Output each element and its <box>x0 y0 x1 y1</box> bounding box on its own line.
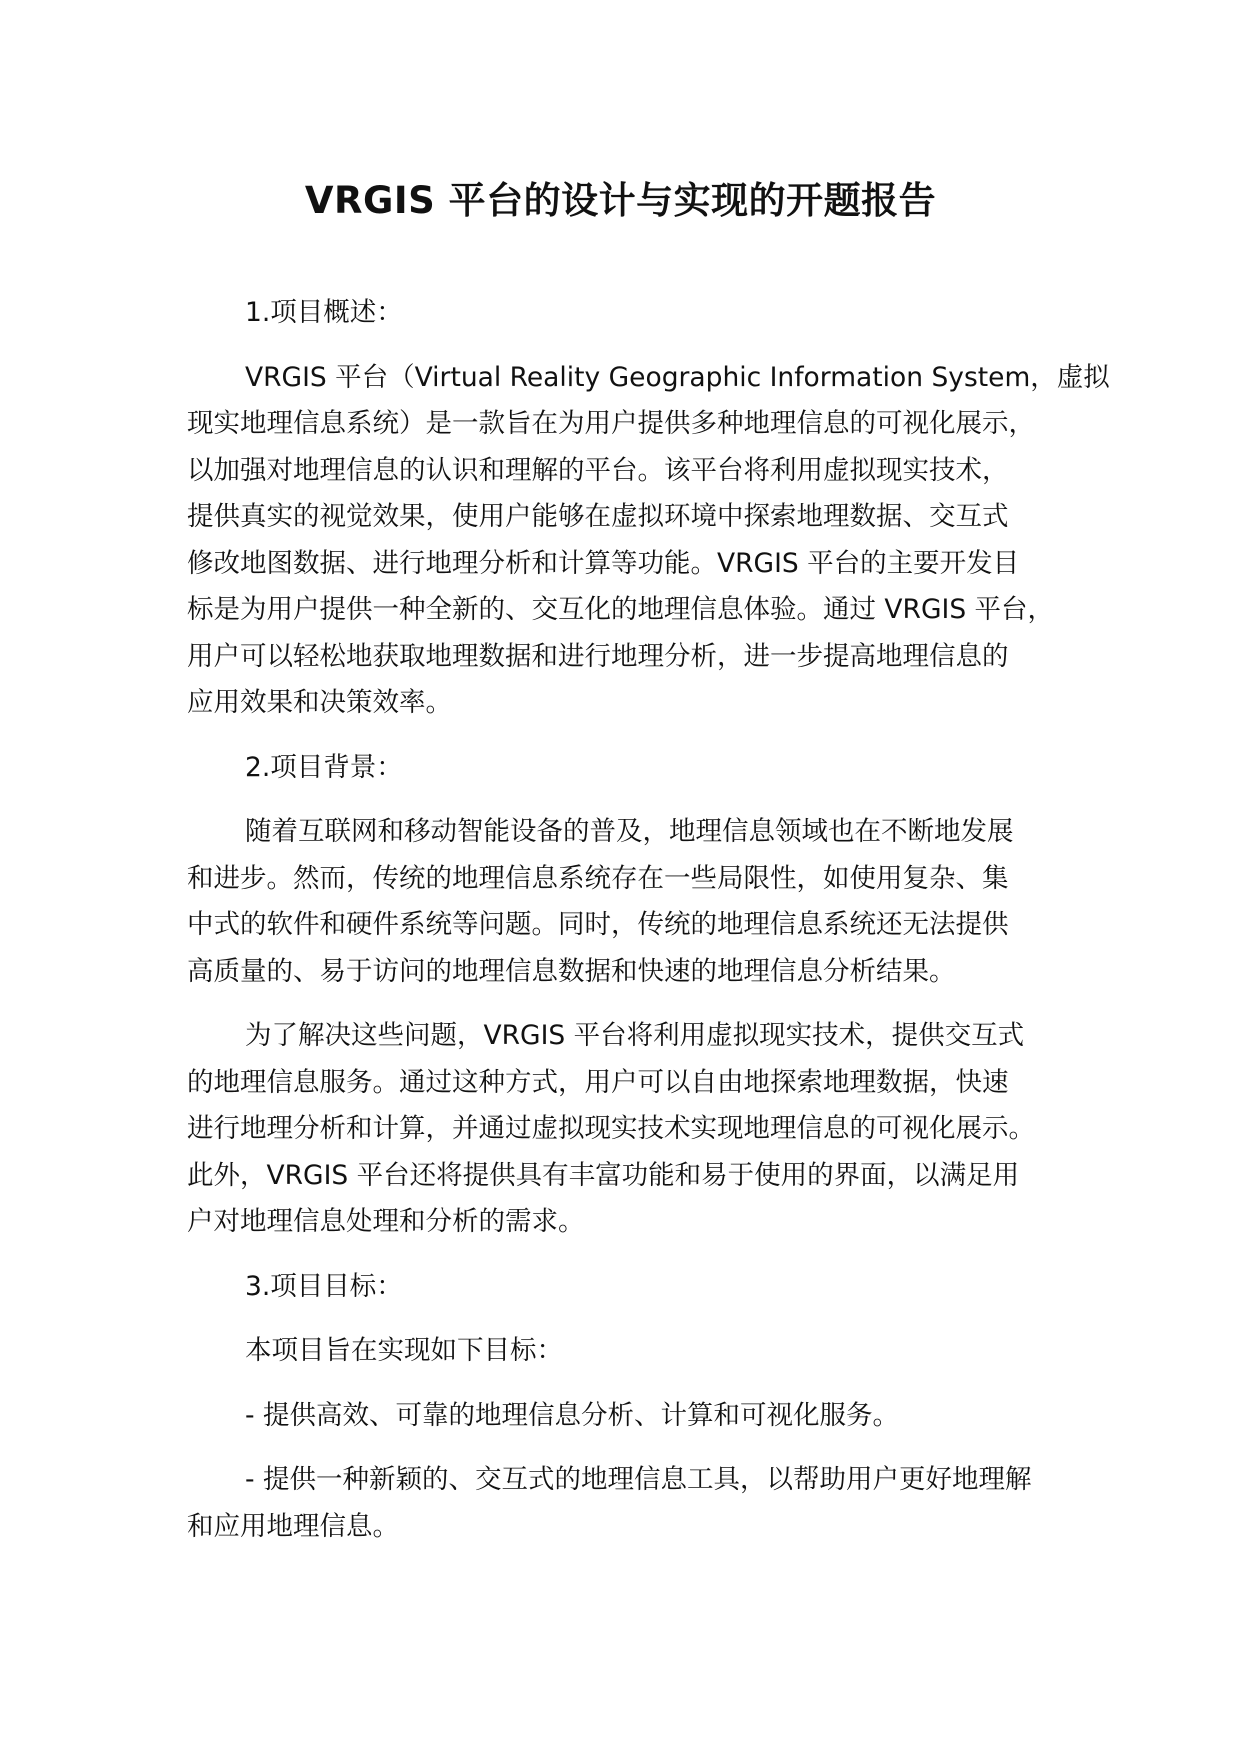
text-line: 进行地理分析和计算，并通过虚拟现实技术实现地理信息的可视化展示。 <box>187 1113 1035 1144</box>
text-line: 标是为用户提供一种全新的、交互化的地理信息体验。通过 VRGIS 平台， <box>187 594 1055 625</box>
goal-item-2 <box>187 1457 1077 1550</box>
text-line: 修改地图数据、进行地理分析和计算等功能。VRGIS 平台的主要开发目 <box>187 547 1020 579</box>
text-line: 此外，VRGIS 平台还将提供具有丰富功能和易于使用的界面，以满足用 <box>187 1159 1020 1191</box>
text-line: 提供真实的视觉效果，使用户能够在虚拟环境中探索地理数据、交互式 <box>187 501 1009 532</box>
text-line: - 提供高效、可靠的地理信息分析、计算和可视化服务。 <box>245 1399 899 1431</box>
paragraph-background-1 <box>187 809 1077 995</box>
text-line: 中式的软件和硬件系统等问题。同时，传统的地理信息系统还无法提供 <box>187 909 1009 940</box>
text-line: VRGIS 平台（Virtual Reality Geographic Information System，虚拟 <box>245 361 1110 393</box>
text-line: 为了解决这些问题，VRGIS 平台将利用虚拟现实技术，提供交互式 <box>245 1020 1025 1051</box>
heading-overview <box>187 290 1077 337</box>
paragraph-overview <box>187 355 1110 727</box>
text-line: 的地理信息服务。通过这种方式，用户可以自由地探索地理数据，快速 <box>187 1066 1009 1098</box>
paragraph-goals-intro <box>187 1328 1077 1375</box>
text-line: 3.项目目标： <box>245 1270 403 1302</box>
heading-goals <box>187 1264 1077 1311</box>
text-line: 现实地理信息系统）是一款旨在为用户提供多种地理信息的可视化展示， <box>187 408 1035 439</box>
text-line: 和进步。然而，传统的地理信息系统存在一些局限性，如使用复杂、集 <box>187 862 1009 894</box>
text-line: 用户可以轻松地获取地理数据和进行地理分析，进一步提高地理信息的 <box>187 640 1009 672</box>
text-line: 和应用地理信息。 <box>187 1510 399 1542</box>
document-body <box>187 290 1110 1568</box>
paragraph-background-2 <box>187 1013 1077 1246</box>
text-line: 户对地理信息处理和分析的需求。 <box>187 1206 585 1237</box>
text-line: - 提供一种新颖的、交互式的地理信息工具，以帮助用户更好地理解 <box>245 1464 1032 1495</box>
text-line: 2.项目背景： <box>245 751 403 783</box>
text-line: 本项目旨在实现如下目标： <box>245 1335 563 1366</box>
goal-item-1 <box>187 1393 1077 1440</box>
text-line: 1.项目概述： <box>245 297 403 328</box>
text-line: 以加强对地理信息的认识和理解的平台。该平台将利用虚拟现实技术， <box>187 454 1009 486</box>
heading-background <box>187 745 1077 792</box>
document-title: VRGIS 平台的设计与实现的开题报告 <box>304 179 937 222</box>
text-line: 应用效果和决策效率。 <box>187 687 452 718</box>
text-line: 高质量的、易于访问的地理信息数据和快速的地理信息分析结果。 <box>187 955 956 987</box>
text-line: 随着互联网和移动智能设备的普及，地理信息领域也在不断地发展 <box>245 816 1014 847</box>
